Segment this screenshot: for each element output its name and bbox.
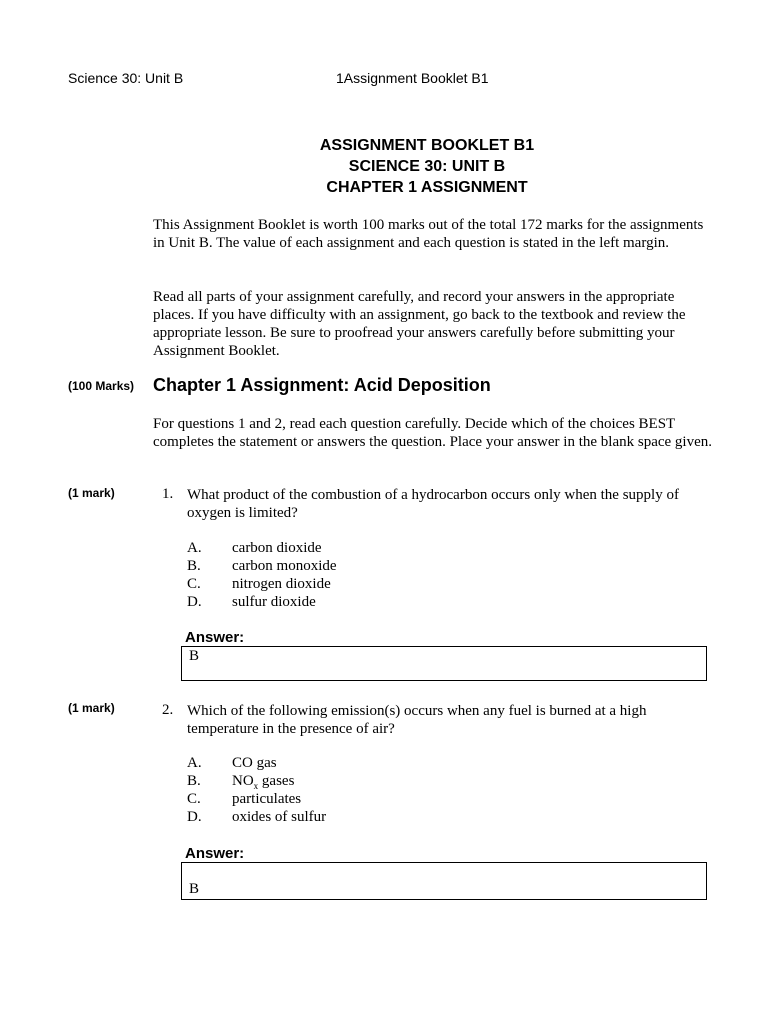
title-course: SCIENCE 30: UNIT B <box>348 158 506 175</box>
q1-option-b-text: carbon monoxide <box>232 558 337 574</box>
section-marks: (100 Marks) <box>68 379 135 393</box>
q1-option-d-letter: D. <box>187 594 202 610</box>
instructions: For questions 1 and 2, read each question carefully. Decide which of the choices BEST completes the statement or answers the question. Place your answer in the blank space given. <box>153 416 712 450</box>
section-title: Chapter 1 Assignment: Acid Deposition <box>153 375 491 395</box>
intro-paragraph-1: This Assignment Booklet is worth 100 marks out of the total 172 marks for the assignments in Unit B. The value of each assignment and each question is stated in the left margin. <box>153 217 704 251</box>
q2-answer-value: B <box>189 881 200 897</box>
q1-answer-label: Answer: <box>185 629 245 646</box>
q2-answer-label: Answer: <box>185 845 245 862</box>
q2-option-d-letter: D. <box>187 809 202 825</box>
q1-option-a-text: carbon dioxide <box>232 540 322 556</box>
q2-answer-field[interactable] <box>181 862 707 900</box>
q2-option-a-text: CO gas <box>232 755 277 771</box>
q2-option-d-text: oxides of sulfur <box>232 809 327 825</box>
q1-option-b-letter: B. <box>187 558 201 574</box>
header-left: Science 30: Unit B <box>68 70 184 86</box>
q2-option-c-letter: C. <box>187 791 201 807</box>
q1-option-d-text: sulfur dioxide <box>232 594 316 610</box>
question-1-marks: (1 mark) <box>68 486 115 500</box>
q2-option-b-main: NO <box>232 773 254 789</box>
header-center: 1Assignment Booklet B1 <box>336 70 489 86</box>
question-1-text: What product of the combustion of a hydrocarbon occurs only when the supply of oxygen is limited? <box>187 487 679 521</box>
q2-option-a-letter: A. <box>187 755 202 771</box>
question-2-number: 2. <box>162 702 174 718</box>
q2-option-b-letter: B. <box>187 773 201 789</box>
q2-option-b-text <box>232 773 294 791</box>
q2-option-b-rest: gases <box>258 773 295 789</box>
q1-option-c-text: nitrogen dioxide <box>232 576 331 592</box>
title-booklet: ASSIGNMENT BOOKLET B1 <box>319 137 535 154</box>
question-1-number: 1. <box>162 486 174 502</box>
q2-option-c-text: particulates <box>232 791 302 807</box>
question-2-text: Which of the following emission(s) occurs when any fuel is burned at a high temperature in the presence of air? <box>187 703 647 737</box>
q1-answer-value: B <box>189 648 200 664</box>
question-2-marks: (1 mark) <box>68 701 115 715</box>
intro-paragraph-2: Read all parts of your assignment carefully, and record your answers in the appropriate places. If you have difficulty with an assignment, go back to the textbook and review the appropriate lesson. Be sure to proofread your answers carefully before submitting your Assignment Booklet. <box>153 289 686 359</box>
q1-option-a-letter: A. <box>187 540 202 556</box>
q1-answer-field[interactable] <box>181 646 707 681</box>
q2-option-b-subscript: x <box>253 781 259 791</box>
q1-option-c-letter: C. <box>187 576 201 592</box>
title-chapter: CHAPTER 1 ASSIGNMENT <box>326 179 528 196</box>
